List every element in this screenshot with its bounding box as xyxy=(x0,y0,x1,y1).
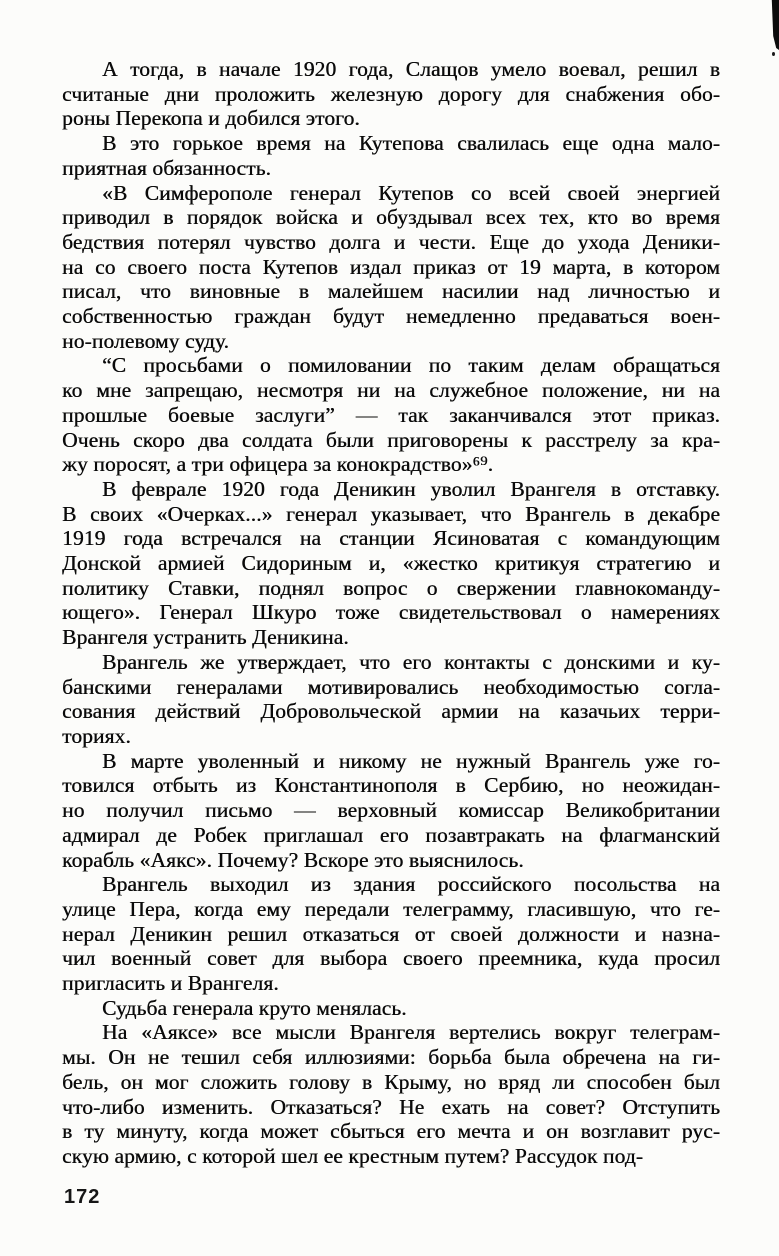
paragraph xyxy=(62,996,720,1021)
text-line: адмирал де Робек приглашал его позавтракать на флагманский xyxy=(62,822,720,847)
paragraph xyxy=(62,57,720,131)
text-line: бедствия потерял чувство долга и чести. Еще до ухода Деники- xyxy=(62,229,720,254)
text-line: Врангель выходил из здания российского посольства на xyxy=(102,872,720,897)
paragraph xyxy=(62,1020,720,1168)
text-line: На «Аяксе» все мысли Врангеля вертелись вокруг телеграм- xyxy=(102,1020,720,1045)
text-line: что-либо изменить. Отказаться? Не ехать на совет? Отступить xyxy=(62,1094,720,1119)
text-line: “С просьбами о помиловании по таким делам обращаться xyxy=(102,353,720,378)
text-line: скую армию, с которой шел ее крестным путем? Рассудок под- xyxy=(62,1143,644,1168)
text-line: улице Пера, когда ему передали телеграмму, гласившую, что ге- xyxy=(62,896,720,921)
text-line: жу поросят, а три офицера за конокрадство»⁶⁹. xyxy=(62,452,494,477)
paragraph xyxy=(62,181,720,354)
text-line: писал, что виновные в малейшем насилии над личностью и xyxy=(62,279,720,304)
page-number: 172 xyxy=(64,1186,101,1208)
text-line: на со своего поста Кутепов издал приказ от 19 марта, в котором xyxy=(62,254,720,279)
text-line: ториях. xyxy=(62,723,131,748)
text-line: сования действий Добровольческой армии на казачьих терри- xyxy=(62,699,720,724)
scan-artifact-mark xyxy=(769,0,779,50)
text-block xyxy=(62,57,720,1169)
text-line: 1919 года встречался на станции Ясиноватая с командующим xyxy=(62,526,720,551)
text-line: пригласить и Врангеля. xyxy=(62,971,279,996)
text-line: приводил в порядок войска и обуздывал всех тех, кто во время xyxy=(62,205,720,230)
text-line: но-полевому суду. xyxy=(62,328,230,353)
paragraph xyxy=(62,131,720,180)
paragraph xyxy=(62,872,720,996)
text-line: считаные дни проложить железную дорогу для снабжения обо- xyxy=(62,81,720,106)
text-line: Очень скоро два солдата были приговорены к расстрелу за кра- xyxy=(62,427,720,452)
text-line: В феврале 1920 года Деникин уволил Врангеля в отставку. xyxy=(102,476,720,501)
text-line: Донской армией Сидориным и, «жестко критикуя стратегию и xyxy=(62,551,720,576)
text-line: мы. Он не тешил себя иллюзиями: борьба была обречена на ги- xyxy=(62,1045,720,1070)
text-line: бель, он мог сложить голову в Крыму, но вряд ли способен был xyxy=(62,1069,720,1094)
text-line: приятная обязанность. xyxy=(62,155,271,180)
text-line: Врангеля устранить Деникина. xyxy=(62,625,349,650)
text-line: нерал Деникин решил отказаться от своей должности и назна- xyxy=(62,921,720,946)
text-line: В это горькое время на Кутепова свалилась еще одна мало- xyxy=(102,131,720,156)
paragraph xyxy=(62,477,720,650)
text-line: собственностью граждан будут немедленно предаваться воен- xyxy=(62,304,720,329)
text-line: В своих «Очерках...» генерал указывает, что Врангель в декабре xyxy=(62,501,720,526)
text-line: А тогда, в начале 1920 года, Слащов умело воевал, решил в xyxy=(102,57,720,81)
text-line: роны Перекопа и добился этого. xyxy=(62,106,360,131)
text-line: Врангель же утверждает, что его контакты с донскими и ку- xyxy=(102,649,720,674)
text-line: в ту минуту, когда может сбыться его мечта и он возглавит рус- xyxy=(62,1119,720,1144)
paragraph xyxy=(62,650,720,749)
text-line: ко мне запрещаю, несмотря ни на служебное положение, ни на xyxy=(62,378,720,403)
text-line: прошлые боевые заслуги” — так заканчивался этот приказ. xyxy=(62,402,720,427)
text-line: политику Ставки, поднял вопрос о свержении главнокоманду- xyxy=(62,575,720,600)
text-line: Судьба генерала круто менялась. xyxy=(102,995,407,1020)
paragraph xyxy=(62,353,720,477)
text-line: В марте уволенный и никому не нужный Врангель уже го- xyxy=(102,748,720,773)
text-line: товился отбыть из Константинополя в Сербию, но неожидан- xyxy=(62,773,720,798)
paragraph xyxy=(62,749,720,873)
text-line: «В Симферополе генерал Кутепов со всей своей энергией xyxy=(102,180,720,205)
text-line: ющего». Генерал Шкуро тоже свидетельствовал о намерениях xyxy=(62,600,720,625)
text-line: чил военный совет для выбора своего преемника, куда просил xyxy=(62,946,720,971)
text-line: корабль «Аякс». Почему? Вскоре это выяснилось. xyxy=(62,847,524,872)
text-line: но получил письмо — верховный комиссар Великобритании xyxy=(62,798,720,823)
text-line: банскими генералами мотивировались необходимостью согла- xyxy=(62,674,720,699)
scan-artifact-dot xyxy=(772,52,775,56)
